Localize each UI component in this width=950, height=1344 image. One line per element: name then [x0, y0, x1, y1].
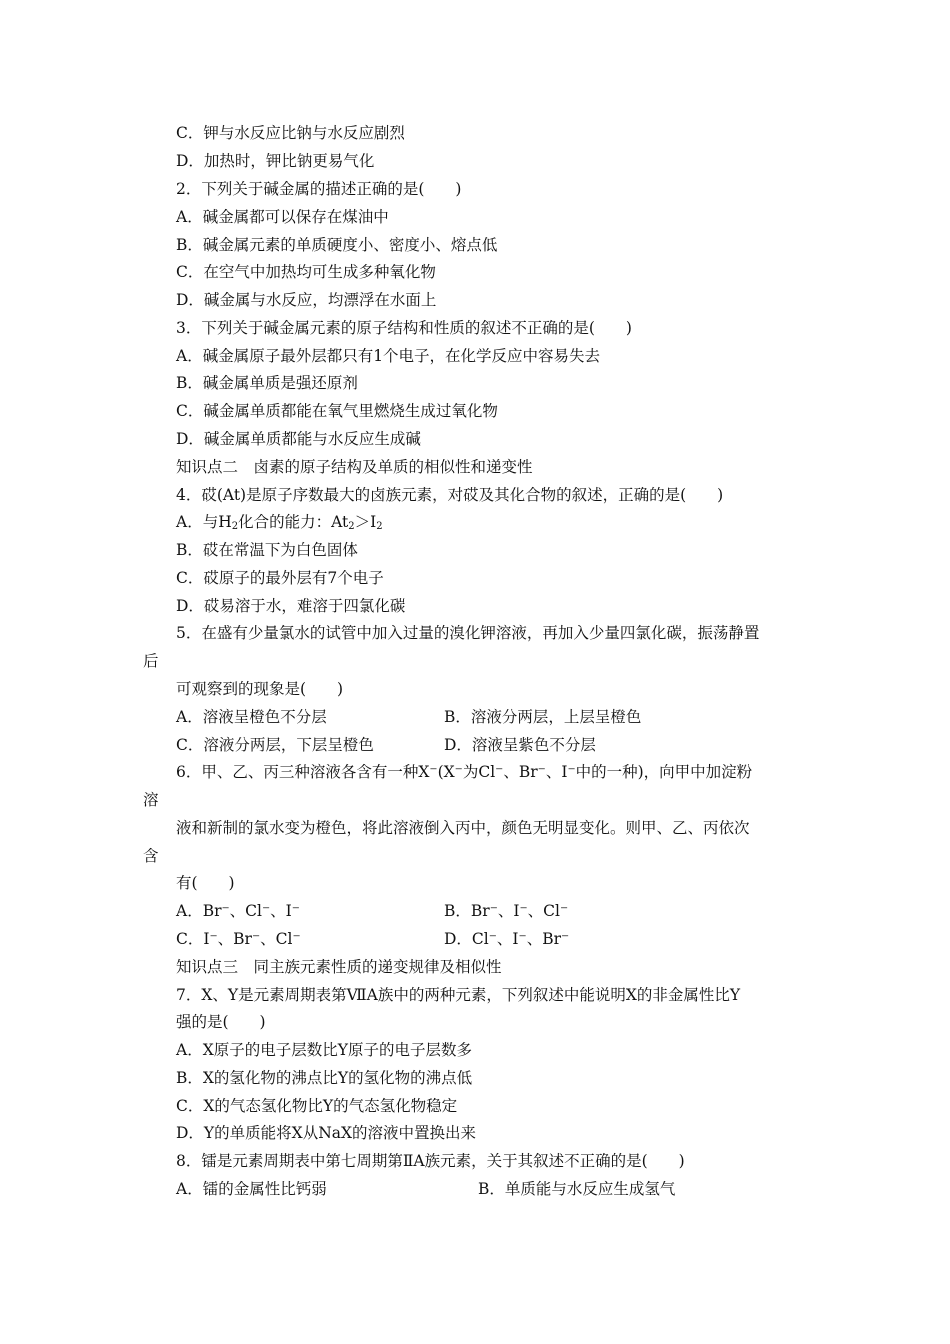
q4-option-b: B．砹在常温下为白色固体 [176, 541, 358, 559]
q2-option-a: A．碱金属都可以保存在煤油中 [176, 208, 389, 226]
q6-option-d: D．Cl⁻、I⁻、Br⁻ [444, 930, 570, 948]
q6-stem-line1: 6．甲、乙、丙三种溶液各含有一种X⁻(X⁻为Cl⁻、Br⁻、I⁻中的一种)，向甲中加淀粉 [176, 763, 753, 781]
q6-stem-line3: 有( ) [176, 874, 235, 892]
q8-stem: 8．镭是元素周期表中第七周期第ⅡA族元素，关于其叙述不正确的是( ) [176, 1152, 685, 1170]
q2-option-b: B．碱金属元素的单质硬度小、密度小、熔点低 [176, 236, 498, 254]
q3-option-c: C．碱金属单质都能在氧气里燃烧生成过氧化物 [176, 402, 498, 420]
q4-a-sub2: 2 [348, 521, 355, 532]
q3-option-b: B．碱金属单质是强还原剂 [176, 374, 358, 392]
q5-stem-wrap: 后 [143, 652, 159, 670]
q6-stem-wrap1: 溶 [143, 791, 159, 809]
q6-option-b: B．Br⁻、I⁻、Cl⁻ [444, 902, 569, 920]
q4-option-d: D．砹易溶于水，难溶于四氯化碳 [176, 597, 406, 615]
q5-option-a: A．溶液呈橙色不分层 [176, 708, 327, 726]
q6-option-c: C．I⁻、Br⁻、Cl⁻ [176, 930, 301, 948]
q8-option-b: B．单质能与水反应生成氢气 [478, 1180, 676, 1198]
q5-option-d: D．溶液呈紫色不分层 [444, 736, 596, 754]
q3-stem: 3．下列关于碱金属元素的原子结构和性质的叙述不正确的是( ) [176, 319, 632, 337]
q7-option-a: A．X原子的电子层数比Y原子的电子层数多 [176, 1041, 472, 1059]
q7-stem-line2: 强的是( ) [176, 1013, 266, 1031]
q8-option-a: A．镭的金属性比钙弱 [176, 1180, 327, 1198]
q2-option-c: C．在空气中加热均可生成多种氧化物 [176, 263, 436, 281]
q1-option-c: C．钾与水反应比钠与水反应剧烈 [176, 124, 405, 142]
q2-stem: 2．下列关于碱金属的描述正确的是( ) [176, 180, 462, 198]
section-heading-3: 知识点三 同主族元素性质的递变规律及相似性 [176, 958, 502, 976]
q4-option-c: C．砹原子的最外层有7个电子 [176, 569, 384, 587]
q6-stem-wrap2: 含 [143, 847, 159, 865]
q5-option-c: C．溶液分两层，下层呈橙色 [176, 736, 374, 754]
q4-option-a [176, 512, 383, 532]
q7-stem-line1: 7．X、Y是元素周期表第ⅦA族中的两种元素，下列叙述中能说明X的非金属性比Y [176, 986, 741, 1004]
q7-option-c: C．X的气态氢化物比Y的气态氢化物稳定 [176, 1097, 458, 1115]
q6-option-a: A．Br⁻、Cl⁻、I⁻ [176, 902, 300, 920]
q5-option-b: B．溶液分两层，上层呈橙色 [444, 708, 642, 726]
q1-option-d: D．加热时，钾比钠更易气化 [176, 152, 375, 170]
q2-option-d: D．碱金属与水反应，均漂浮在水面上 [176, 291, 437, 309]
q4-a-gt: ＞I [354, 513, 377, 531]
q3-option-a: A．碱金属原子最外层都只有1个电子，在化学反应中容易失去 [176, 347, 601, 365]
q6-stem-line2: 液和新制的氯水变为橙色，将此溶液倒入丙中，颜色无明显变化。则甲、乙、丙依次 [176, 819, 750, 837]
q7-option-d: D．Y的单质能将X从NaX的溶液中置换出来 [176, 1124, 477, 1142]
q5-stem-line1: 5．在盛有少量氯水的试管中加入过量的溴化钾溶液，再加入少量四氯化碳，振荡静置 [176, 624, 760, 642]
q3-option-d: D．碱金属单质都能与水反应生成碱 [176, 430, 421, 448]
q7-option-b: B．X的氢化物的沸点比Y的氢化物的沸点低 [176, 1069, 473, 1087]
q4-stem: 4．砹(At)是原子序数最大的卤族元素，对砹及其化合物的叙述，正确的是( ) [176, 486, 724, 504]
q4-a-mid: 化合的能力：At [238, 513, 349, 531]
q4-a-sub3: 2 [376, 521, 383, 532]
q4-a-prefix: A．与H [176, 513, 232, 531]
q4-a-sub1: 2 [231, 521, 239, 532]
section-heading-2: 知识点二 卤素的原子结构及单质的相似性和递变性 [176, 458, 533, 476]
q5-stem-line2: 可观察到的现象是( ) [176, 680, 344, 698]
